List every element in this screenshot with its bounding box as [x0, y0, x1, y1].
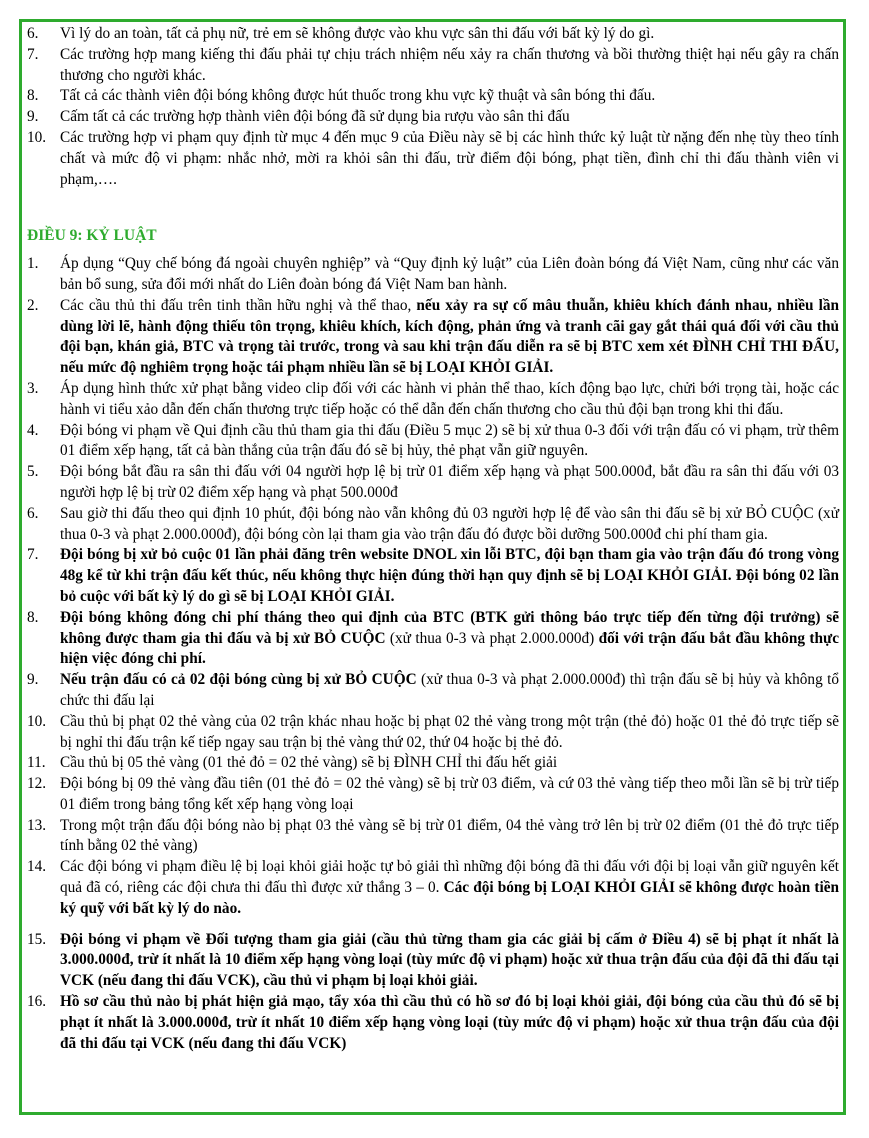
rules-list-top — [27, 24, 839, 190]
item-text: Các cầu thủ thi đấu trên tinh thần hữu nghị và thể thao, — [60, 296, 417, 314]
item-number: 1. — [27, 255, 39, 273]
item-text: Sau giờ thi đấu theo qui định 10 phút, đội bóng nào vẫn không đủ 03 người hợp lệ để vào sân thi đấu sẽ bị xử BỎ CUỘC (xử thua 0-3 và phạt 2.000.000đ), đội bóng còn lại tham gia vào trận đấu đó được bồi dưỡng 500.000đ chi phí tham gia. — [60, 504, 839, 543]
item-number: 14. — [27, 858, 47, 876]
item-text: Cầu thủ bị 05 thẻ vàng (01 thẻ đỏ = 02 thẻ vàng) sẽ bị ĐÌNH CHỈ thi đấu hết giải — [60, 754, 558, 772]
item-number: 10. — [27, 128, 47, 146]
item-text: Tất cả các thành viên đội bóng không được hút thuốc trong khu vực kỹ thuật và sân bóng thi đấu. — [60, 87, 656, 105]
list-item — [27, 816, 839, 858]
document-body — [27, 24, 839, 1054]
item-text: Cấm tất cả các trường hợp thành viên đội bóng đã sử dụng bia rượu vào sân thi đấu — [60, 108, 570, 126]
list-item — [27, 774, 839, 816]
item-number: 11. — [27, 754, 46, 772]
list-item — [27, 45, 839, 87]
item-text: Đội bóng vi phạm về Qui định cầu thủ tham gia thi đấu (Điều 5 mục 2) sẽ bị xử thua 0-3 đối với trận đấu có vi phạm, trừ thêm 01 điểm xếp hạng, tất cả bàn thắng của trận đấu đó sẽ bị hủy, thẻ phạt vẫn giữ nguyên. — [60, 421, 839, 460]
item-bold-text: Đội bóng bị xử bỏ cuộc 01 lần phải đăng trên website DNOL xin lỗi BTC, đội bạn tham gia vào trận đấu đó trong vòng 48g kể từ khi trận đấu kết thúc, nếu không thực hiện đúng thời hạn quy định sẽ bị LOẠI KHỎI GIẢI. Đội bóng 02 lần bỏ cuộc với bất kỳ lý do gì sẽ bị LOẠI KHỎI GIẢI. — [60, 546, 839, 605]
item-text: Các đội bóng vi phạm điều lệ bị loại khỏi giải hoặc tự bỏ giải thì những đội bóng đã thi đấu với đội bị loại vẫn giữ nguyên kết quả đã có, riêng các đội chưa thi đấu thì được xử thắng 3 – 0. — [60, 858, 839, 897]
list-item — [27, 107, 839, 128]
list-item — [27, 857, 839, 929]
item-number: 8. — [27, 87, 39, 105]
item-number: 4. — [27, 421, 39, 439]
item-number: 3. — [27, 379, 39, 397]
list-item — [27, 992, 839, 1054]
list-item — [27, 608, 839, 670]
item-text: (xử thua 0-3 và phạt 2.000.000đ) — [385, 629, 599, 647]
item-number: 7. — [27, 546, 39, 564]
list-item — [27, 128, 839, 190]
item-number: 13. — [27, 816, 47, 834]
item-number: 12. — [27, 775, 47, 793]
list-item — [27, 379, 839, 421]
item-number: 2. — [27, 296, 39, 314]
list-item — [27, 930, 839, 992]
item-text: Trong một trận đấu đội bóng nào bị phạt 03 thẻ vàng sẽ bị trừ 01 điểm, 04 thẻ vàng trở lên bị trừ 02 điểm (01 thẻ đỏ trực tiếp tính bằng 02 thẻ vàng) — [60, 816, 839, 855]
list-item — [27, 254, 839, 296]
list-item — [27, 86, 839, 107]
spacer — [60, 920, 839, 930]
list-item — [27, 504, 839, 546]
item-bold-text: Đội bóng không đóng chi phí tháng theo qui định của BTC (BTK gửi thông báo trực tiếp đến từng đội trưởng) sẽ không được tham gia thi đấu và bị xử BỎ CUỘC — [60, 608, 839, 647]
item-number: 7. — [27, 45, 39, 63]
item-text: Vì lý do an toàn, tất cả phụ nữ, trẻ em sẽ không được vào khu vực sân thi đấu với bất kỳ lý do gì. — [60, 25, 655, 42]
item-bold-text-2: đối với trận đấu bắt đầu không thực hiện việc đóng chi phí. — [60, 629, 839, 668]
section-heading: ĐIỀU 9: KỶ LUẬT — [27, 227, 157, 245]
item-text: Cầu thủ bị phạt 02 thẻ vàng của 02 trận khác nhau hoặc bị phạt 02 thẻ vàng trong một trận (thẻ đỏ) hoặc 01 thẻ đỏ trực tiếp sẽ bị nghỉ thi đấu trận kế tiếp ngay sau trận bị thẻ vàng thứ 02, thứ 04 hoặc bị thẻ đỏ. — [60, 712, 839, 751]
discipline-rules-list — [27, 254, 839, 1054]
item-number: 9. — [27, 108, 39, 126]
list-item — [27, 421, 839, 463]
item-text: Các trường hợp vi phạm quy định từ mục 4 đến mục 9 của Điều này sẽ bị các hình thức kỷ luật từ nặng đến nhẹ tùy theo tính chất và mức độ vi phạm: nhắc nhở, mời ra khỏi sân thi đấu, trừ điểm đội bóng, phạt tiền, đình chỉ thi đấu thành viên vi phạm,…. — [60, 128, 839, 188]
item-text: (xử thua 0-3 và phạt 2.000.000đ) thì trận đấu sẽ bị hủy và không tổ chức thi đấu lại — [60, 671, 839, 709]
item-text: Đội bóng bị 09 thẻ vàng đầu tiên (01 thẻ đỏ = 02 thẻ vàng) sẽ bị trừ 03 điểm, và cứ 03 thẻ vàng tiếp theo mỗi lần sẽ bị trừ tiếp 01 điểm trong bảng tổng kết xếp hạng vòng loại — [60, 775, 839, 813]
item-number: 10. — [27, 712, 47, 730]
list-item — [27, 24, 839, 45]
item-number: 9. — [27, 671, 39, 689]
list-item — [27, 753, 839, 774]
item-bold-text: nếu xảy ra sự cố mâu thuẫn, khiêu khích đánh nhau, nhiều lần dùng lời lẽ, hành động thiếu tôn trọng, khiêu khích, kích động, phản ứng và tranh cãi gay gắt thái quá đối với cầu thủ đội bạn, khán giả, BTC và trọng tài trước, trong và sau khi trận đấu diễn ra sẽ bị BTC xem xét ĐÌNH CHỈ THI ĐẤU, nếu mức độ nghiêm trọng hoặc tái phạm nhiều lần sẽ bị LOẠI KHỎI GIẢI. — [60, 296, 839, 377]
item-number: 16. — [27, 993, 47, 1011]
item-number: 15. — [27, 930, 47, 948]
item-bold-text: Các đội bóng bị LOẠI KHỎI GIẢI sẽ không được hoàn tiền ký quỹ với bất kỳ lý do nào. — [60, 879, 839, 917]
item-bold-text: Đội bóng vi phạm về Đối tượng tham gia giải (cầu thủ từng tham gia các giải bị cấm ở Điều 4) sẽ bị phạt ít nhất là 3.000.000đ, trừ ít nhất là 10 điểm xếp hạng vòng loại (tùy mức độ vi phạm) hoặc xử thua trận đấu của đội đã thi đấu tại VCK (nếu đang thi đấu VCK), cầu thủ vi phạm bị loại khỏi giải. — [60, 930, 839, 990]
list-item — [27, 670, 839, 712]
list-item — [27, 296, 839, 379]
item-bold-text: Nếu trận đấu có cả 02 đội bóng cùng bị xử BỎ CUỘC — [60, 671, 417, 689]
item-number: 8. — [27, 608, 39, 626]
list-item — [27, 462, 839, 504]
item-text: Áp dụng hình thức xử phạt bằng video clip đối với các hành vi phản thể thao, kích động bạo lực, chửi bới trọng tài, hoặc các hành vi tiểu xảo dẫn đến chấn thương trực tiếp hoặc có thể dẫn đến chấn thương cho cầu thủ đội bạn trong khi thi đấu. — [60, 379, 839, 418]
item-number: 6. — [27, 25, 39, 42]
item-text: Áp dụng “Quy chế bóng đá ngoài chuyên nghiệp” và “Quy định kỷ luật” của Liên đoàn bóng đá Việt Nam, cũng như các văn bản bổ sung, sửa đổi mới nhất do Liên đoàn bóng đá Việt Nam ban hành. — [60, 255, 839, 293]
item-text: Đội bóng bắt đầu ra sân thi đấu với 04 người hợp lệ bị trừ 01 điểm xếp hạng và phạt 500.000đ, bắt đầu ra sân thi đấu với 03 người hợp lệ bị trừ 02 điểm xếp hạng và phạt 500.000đ — [60, 463, 839, 501]
item-number: 6. — [27, 504, 39, 522]
item-text: Các trường hợp mang kiếng thi đấu phải tự chịu trách nhiệm nếu xảy ra chấn thương và bồi thường thiệt hại nếu gây ra chấn thương cho người khác. — [60, 45, 839, 84]
item-bold-text: Hồ sơ cầu thủ nào bị phát hiện giả mạo, tẩy xóa thì cầu thủ có hồ sơ đó bị loại khỏi giải, đội bóng của cầu thủ đó sẽ bị phạt ít nhất là 3.000.000đ, trừ ít nhất 10 điểm xếp hạng vòng loại (tùy mức độ vi phạm) hoặc xử thua trận đấu của đội đã thi đấu tại VCK (nếu đang thi đấu VCK) — [60, 993, 839, 1052]
list-item — [27, 712, 839, 754]
item-number: 5. — [27, 463, 39, 481]
list-item — [27, 545, 839, 607]
